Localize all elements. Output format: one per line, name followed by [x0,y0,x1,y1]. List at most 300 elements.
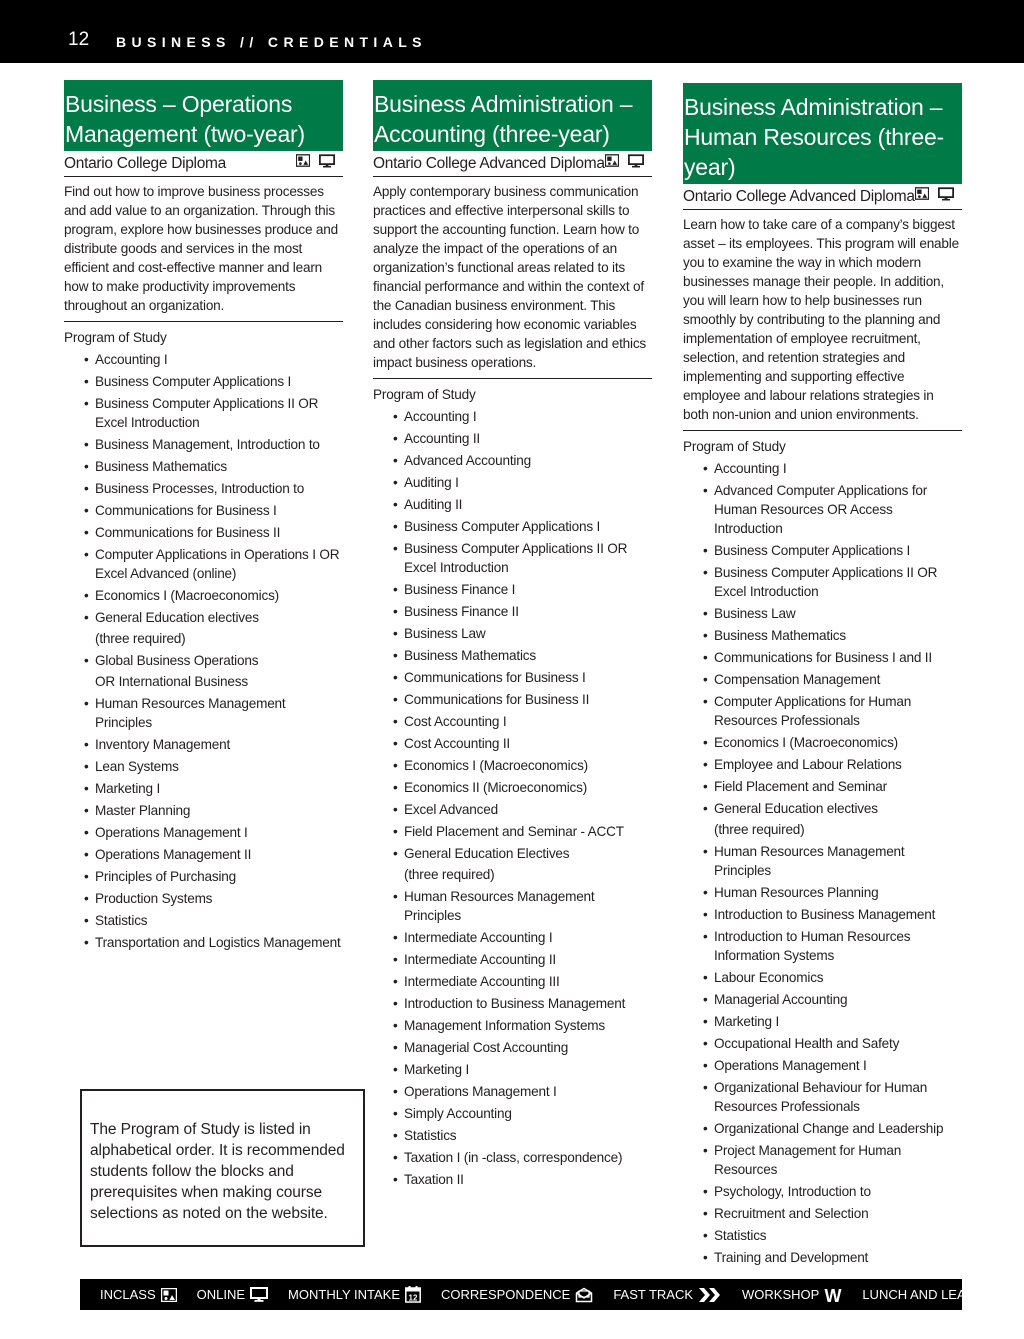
course-item [373,495,652,514]
bullet-icon: • [84,825,89,840]
bullet-icon: • [703,543,708,558]
course-item [373,1082,652,1101]
legend-inclass [100,1287,177,1302]
course-name: Advanced Computer Applications for Human Resources OR Access Introduction [714,483,928,536]
course-name: Operations Management II [95,847,252,862]
course-item [683,990,962,1009]
online-icon [250,1287,268,1302]
bullet-icon: • [393,974,398,989]
course-name: Global Business Operations [95,653,259,668]
course-name: Excel Advanced [404,802,498,817]
course-item [64,523,343,542]
course-item [373,690,652,709]
course-item [373,778,652,797]
course-item [683,1204,962,1223]
course-list [64,350,343,952]
course-item [683,755,962,774]
program-description: Apply contemporary business communication practices and effective interpersonal skills to support the accounting function. Learn how to analyze the impact of the operations of an organization’s functional areas related to its financial performance and within the context of the Canadian business environment. This includes considering how economic variables and other factors such as legislation and ethics impact business operations. [373,182,652,379]
course-item [373,950,652,969]
course-name: Labour Economics [714,970,824,985]
course-item [373,1170,652,1189]
bullet-icon: • [84,610,89,625]
bullet-icon: • [84,352,89,367]
legend-correspondence [441,1287,593,1303]
course-item [64,350,343,369]
legend-fast-track [613,1287,722,1303]
legend-lunch-and-learn [862,1286,1006,1303]
bullet-icon: • [84,481,89,496]
course-name: OR International Business [95,674,248,689]
course-item [683,670,962,689]
bullet-icon: • [703,1058,708,1073]
course-name: Marketing I [714,1014,780,1029]
course-name: Business Computer Applications II OR Excel Introduction [404,541,628,575]
course-name: Inventory Management [95,737,231,752]
course-item [64,651,343,670]
bullet-icon: • [84,935,89,950]
course-item [683,541,962,560]
bullet-icon: • [703,694,708,709]
course-name: Business Computer Applications II OR Excel Introduction [95,396,319,430]
online-icon [628,154,644,168]
course-name: Business Law [404,626,486,641]
course-name: (three required) [714,822,805,837]
course-name: Master Planning [95,803,191,818]
course-name: Statistics [714,1228,767,1243]
bullet-icon: • [393,780,398,795]
course-item [64,779,343,798]
course-name: Statistics [404,1128,457,1143]
delivery-mode-icons [915,187,954,201]
course-item [64,608,343,627]
course-item [683,1141,962,1179]
course-name: Occupational Health and Safety [714,1036,900,1051]
bullet-icon: • [703,1036,708,1051]
course-item [373,1038,652,1057]
course-name: Economics I (Macroeconomics) [404,758,589,773]
bullet-icon: • [393,453,398,468]
course-name: Compensation Management [714,672,881,687]
course-name: Intermediate Accounting II [404,952,556,967]
course-item [64,586,343,605]
bullet-icon: • [84,396,89,411]
course-name: Economics II (Microeconomics) [404,780,588,795]
course-name: (three required) [95,631,186,646]
course-name: Auditing I [404,475,459,490]
program-of-study-note [80,1089,365,1247]
calendar-icon-number: 12 [408,1293,418,1303]
course-name: Human Resources Management Principles [714,844,905,878]
program-title: Business – Operations Management (two-year) [64,80,343,151]
course-item [373,1126,652,1145]
bullet-icon: • [703,1014,708,1029]
bullet-icon: • [393,670,398,685]
course-name: Business Computer Applications I [95,374,292,389]
bullet-icon: • [703,1250,708,1265]
bullet-icon: • [393,714,398,729]
credential-label: Ontario College Diploma [64,155,226,172]
course-item [683,927,962,965]
legend-online [197,1287,268,1302]
bullet-icon: • [393,541,398,556]
course-item [683,1226,962,1245]
course-name: Transportation and Logistics Management [95,935,341,950]
course-name: Business Finance II [404,604,519,619]
legend-inclass-label: INCLASS [100,1287,156,1302]
bullet-icon: • [393,497,398,512]
course-name: Human Resources Management Principles [404,889,595,923]
course-name: Human Resources Management Principles [95,696,286,730]
course-name: Communications for Business I and II [714,650,932,665]
course-item [64,394,343,432]
bullet-icon: • [703,1228,708,1243]
program-title: Business Administration – Human Resources (three-year) [683,83,962,184]
course-item [64,501,343,520]
credential-row [64,151,343,177]
course-item [64,372,343,391]
course-name: Business Computer Applications I [404,519,601,534]
course-name: Economics I (Macroeconomics) [95,588,280,603]
bullet-icon: • [84,913,89,928]
course-item [373,602,652,621]
bullet-icon: • [393,475,398,490]
course-item [683,733,962,752]
course-name: Psychology, Introduction to [714,1184,871,1199]
course-item [64,867,343,886]
course-name: Auditing II [404,497,463,512]
program-column-operations [64,80,343,955]
online-icon [319,154,335,168]
course-list [683,459,962,1267]
bullet-icon: • [703,672,708,687]
course-item [373,844,652,863]
course-item [373,517,652,536]
bullet-icon: • [703,565,708,580]
bullet-icon: • [703,483,708,498]
course-name: Cost Accounting II [404,736,510,751]
course-item [683,626,962,645]
bullet-icon: • [703,801,708,816]
course-name: Introduction to Business Management [714,907,936,922]
course-item [373,994,652,1013]
page-number: 12 [68,29,90,50]
bullet-icon: • [393,952,398,967]
bullet-icon: • [703,779,708,794]
course-name: Managerial Accounting [714,992,848,1007]
course-item [64,479,343,498]
course-item [373,865,652,884]
course-name: General Education electives [714,801,878,816]
course-name: Field Placement and Seminar - ACCT [404,824,624,839]
bullet-icon: • [393,1106,398,1121]
course-name: Communications for Business II [404,692,590,707]
bullet-icon: • [84,374,89,389]
credential-label: Ontario College Advanced Diploma [683,188,915,205]
bullet-icon: • [703,844,708,859]
bullet-icon: • [393,824,398,839]
workshop-icon [824,1287,842,1303]
course-item [373,928,652,947]
course-item [64,435,343,454]
bullet-icon: • [703,970,708,985]
bullet-icon: • [393,431,398,446]
inclass-icon [915,187,929,200]
course-name: Recruitment and Selection [714,1206,869,1221]
delivery-legend [80,1279,985,1310]
bullet-icon: • [84,437,89,452]
bullet-icon: • [703,885,708,900]
correspondence-icon [575,1287,593,1303]
course-name: Managerial Cost Accounting [404,1040,569,1055]
course-item [683,1182,962,1201]
program-description: Find out how to improve business processes and add value to an organization. Through this program, explore how businesses produce and distribute goods and services in the most efficient and cost-effective manner and learn how to make productivity improvements throughout an organization. [64,182,343,322]
course-item [683,692,962,730]
calendar-icon [405,1286,421,1303]
course-name: Operations Management I [404,1084,557,1099]
bullet-icon: • [393,1040,398,1055]
bullet-icon: • [703,1206,708,1221]
program-column-human-resources [683,83,962,1270]
course-item [373,624,652,643]
course-item [683,1078,962,1116]
course-item [373,1148,652,1167]
inclass-icon [605,154,619,167]
bullet-icon: • [393,1150,398,1165]
course-item [64,735,343,754]
legend-monthly-intake-label: MONTHLY INTAKE [288,1287,401,1302]
bullet-icon: • [84,696,89,711]
inclass-icon [296,154,310,167]
course-name: Training and Development [714,1250,869,1265]
course-item [683,777,962,796]
course-item [683,905,962,924]
course-name: Accounting I [404,409,477,424]
course-name: (three required) [404,867,495,882]
course-name: General Education Electives [404,846,570,861]
legend-monthly-intake [288,1286,421,1303]
bullet-icon: • [703,650,708,665]
course-name: Communications for Business II [95,525,281,540]
bullet-icon: • [84,588,89,603]
course-list [373,407,652,1189]
course-name: Taxation I (in -class, correspondence) [404,1150,623,1165]
bullet-icon: • [393,846,398,861]
note-text: The Program of Study is listed in alphabetical order. It is recommended students follow the blocks and prerequisites when making course selections as noted on the website. [90,1121,345,1222]
course-name: Business Processes, Introduction to [95,481,305,496]
bullet-icon: • [84,459,89,474]
bullet-icon: • [393,692,398,707]
bullet-icon: • [393,758,398,773]
bullet-icon: • [393,889,398,904]
course-item [64,801,343,820]
course-item [373,646,652,665]
course-name: Communications for Business I [95,503,277,518]
course-item [683,1034,962,1053]
course-item [683,1119,962,1138]
program-of-study-label: Program of Study [373,387,476,402]
bullet-icon: • [703,1143,708,1158]
program-of-study-label: Program of Study [683,439,786,454]
course-name: Employee and Labour Relations [714,757,902,772]
bullet-icon: • [393,1018,398,1033]
course-name: Field Placement and Seminar [714,779,887,794]
course-item [373,972,652,991]
bullet-icon: • [703,929,708,944]
course-name: Introduction to Business Management [404,996,626,1011]
bullet-icon: • [393,519,398,534]
legend-correspondence-label: CORRESPONDENCE [441,1287,571,1302]
legend-workshop [742,1287,842,1303]
course-item [64,694,343,732]
course-item [64,933,343,952]
course-item [683,968,962,987]
course-name: Principles of Purchasing [95,869,237,884]
course-name: Operations Management I [714,1058,867,1073]
course-name: Organizational Change and Leadership [714,1121,944,1136]
bullet-icon: • [393,736,398,751]
course-item [373,712,652,731]
course-item [64,823,343,842]
course-name: Introduction to Human Resources Information Systems [714,929,911,963]
course-name: Accounting I [95,352,168,367]
course-item [373,429,652,448]
bullet-icon: • [393,409,398,424]
course-name: General Education electives [95,610,259,625]
course-item [373,756,652,775]
course-name: Marketing I [404,1062,470,1077]
course-item [373,822,652,841]
course-name: Operations Management I [95,825,248,840]
course-item [64,629,343,648]
delivery-mode-icons [605,154,644,168]
course-name: Cost Accounting I [404,714,507,729]
course-name: Business Finance I [404,582,516,597]
course-item [373,451,652,470]
course-name: Statistics [95,913,148,928]
bullet-icon: • [393,582,398,597]
bullet-icon: • [84,847,89,862]
course-item [64,911,343,930]
bullet-icon: • [703,461,708,476]
course-item [373,539,652,577]
course-item [64,545,343,583]
course-name: Communications for Business I [404,670,586,685]
bullet-icon: • [393,1128,398,1143]
course-item [683,604,962,623]
bullet-icon: • [84,759,89,774]
course-name: Management Information Systems [404,1018,606,1033]
course-name: Intermediate Accounting I [404,930,553,945]
course-item [64,672,343,691]
bullet-icon: • [703,628,708,643]
course-item [373,473,652,492]
bullet-icon: • [393,1062,398,1077]
course-item [683,563,962,601]
course-item [373,580,652,599]
bullet-icon: • [703,1184,708,1199]
delivery-mode-icons [296,154,335,168]
legend-lunch-and-learn-label: LUNCH AND LEARN [862,1287,985,1302]
bullet-icon: • [84,525,89,540]
course-name: Human Resources Planning [714,885,879,900]
course-item [683,481,962,538]
course-item [64,889,343,908]
course-item [64,757,343,776]
header-bar [0,0,1024,63]
bullet-icon: • [84,869,89,884]
program-description: Learn how to take care of a company’s biggest asset – its employees. This program will enable you to examine the way in which modern businesses manage their people. In addition, you will learn how to help businesses run smoothly by contributing to the planning and implementation of employee recruitment, selection, and retention strategies and implementing and supporting effective employee and labour relations strategies in both non-union and union environments. [683,215,962,431]
program-column-accounting [373,80,652,1192]
course-item [683,799,962,818]
bullet-icon: • [703,1121,708,1136]
course-name: Lean Systems [95,759,179,774]
bullet-icon: • [393,626,398,641]
bullet-icon: • [703,1080,708,1095]
course-item [373,800,652,819]
section-title: BUSINESS // CREDENTIALS [116,34,427,50]
bullet-icon: • [703,992,708,1007]
bullet-icon: • [84,891,89,906]
course-item [683,842,962,880]
bullet-icon: • [84,737,89,752]
course-name: Computer Applications for Human Resources Professionals [714,694,912,728]
bullet-icon: • [84,503,89,518]
credential-label: Ontario College Advanced Diploma [373,155,605,172]
online-icon [938,187,954,201]
bullet-icon: • [393,648,398,663]
course-item [373,1104,652,1123]
credential-row [373,151,652,177]
course-item [683,1248,962,1267]
course-name: Economics I (Macroeconomics) [714,735,899,750]
course-name: Production Systems [95,891,213,906]
workshop-icon-letter: W [824,1286,842,1303]
course-name: Intermediate Accounting III [404,974,560,989]
bullet-icon: • [393,1172,398,1187]
bullet-icon: • [84,547,89,562]
course-name: Marketing I [95,781,161,796]
course-name: Business Law [714,606,796,621]
course-name: Business Mathematics [404,648,536,663]
fast-track-icon [698,1287,722,1303]
course-item [683,883,962,902]
course-item [373,1060,652,1079]
inclass-icon [161,1288,177,1302]
bullet-icon: • [393,1084,398,1099]
course-name: Taxation II [404,1172,464,1187]
course-item [683,1012,962,1031]
bullet-icon: • [84,803,89,818]
course-name: Accounting I [714,461,787,476]
bullet-icon: • [393,930,398,945]
course-item [373,887,652,925]
program-of-study-label: Program of Study [64,330,167,345]
course-name: Organizational Behaviour for Human Resources Professionals [714,1080,928,1114]
course-name: Business Mathematics [714,628,846,643]
course-item [683,648,962,667]
bullet-icon: • [393,802,398,817]
lunch-icon [989,1286,1006,1303]
course-item [64,845,343,864]
legend-workshop-label: WORKSHOP [742,1287,820,1302]
course-name: Simply Accounting [404,1106,512,1121]
course-name: Business Computer Applications II OR Excel Introduction [714,565,938,599]
course-name: Business Computer Applications I [714,543,911,558]
course-item [373,668,652,687]
course-item [373,1016,652,1035]
bullet-icon: • [84,781,89,796]
course-name: Advanced Accounting [404,453,531,468]
